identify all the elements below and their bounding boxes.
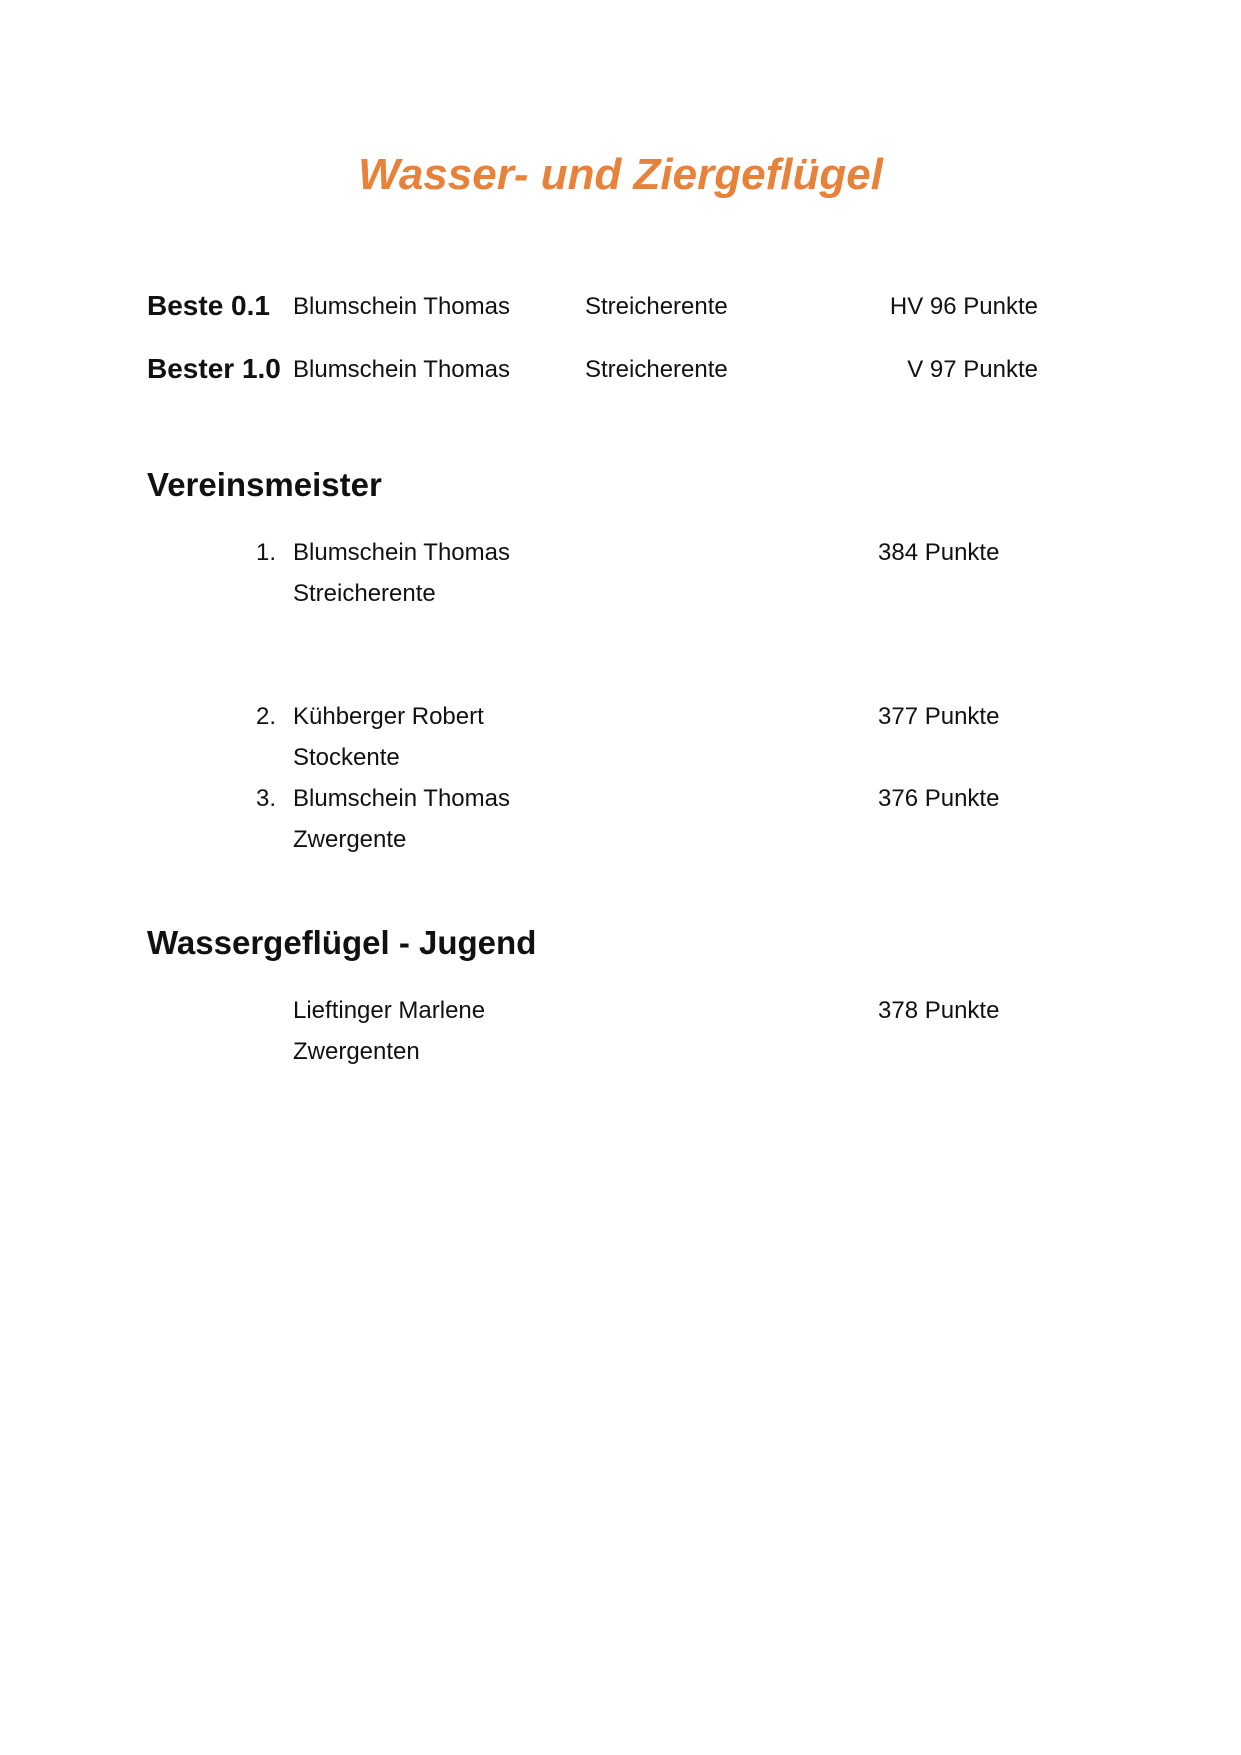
entry-rank: 3. [256,785,277,812]
entry-rank: 1. [256,539,277,566]
entry-breed: Streicherente [293,580,436,607]
award-score: V 97 Punkte [907,356,1038,383]
entry-name: Lieftinger Marlene [293,997,486,1024]
entry-name: Blumschein Thomas [293,785,510,812]
entry-breed: Stockente [293,744,400,771]
award-name: Blumschein Thomas [293,293,510,320]
award-breed: Streicherente [585,356,728,383]
section-heading-jugend: Wassergeflügel - Jugend [147,924,537,961]
entry-score: 384 Punkte [878,539,1000,566]
award-score: HV 96 Punkte [889,293,1038,320]
entry-score: 378 Punkte [878,997,1000,1024]
entry-score: 377 Punkte [878,703,1000,730]
award-name: Blumschein Thomas [293,356,510,383]
entry-breed: Zwergenten [293,1038,420,1065]
entry-rank: 2. [256,703,277,730]
entry-name: Kühberger Robert [293,703,484,730]
award-row-beste-0-1 [0,290,1241,330]
award-label: Beste 0.1 [147,290,270,321]
award-label: Bester 1.0 [147,353,281,384]
award-breed: Streicherente [585,293,728,320]
award-row-bester-1-0 [0,353,1241,393]
entry-score: 376 Punkte [878,785,1000,812]
entry-breed: Zwergente [293,826,407,853]
page-title: Wasser- und Ziergeflügel [358,150,883,199]
entry-name: Blumschein Thomas [293,539,510,566]
section-heading-vereinsmeister: Vereinsmeister [147,466,382,503]
